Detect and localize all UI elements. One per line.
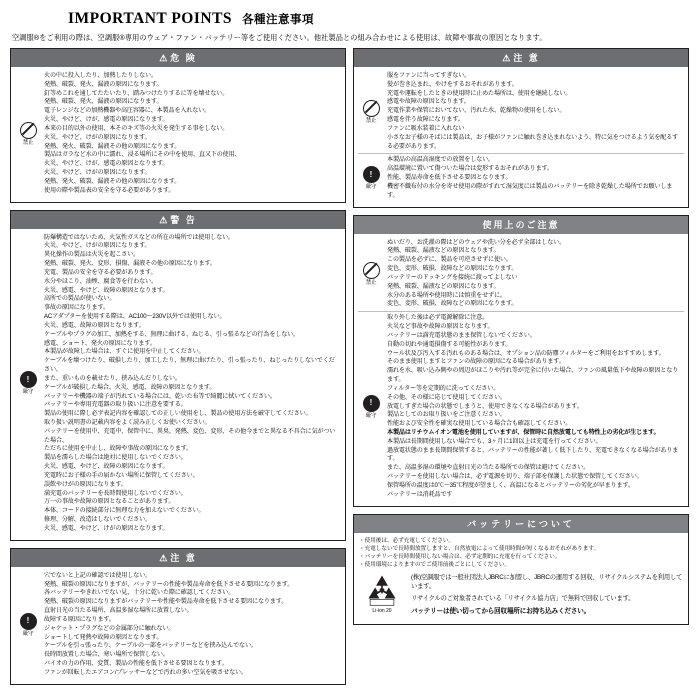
- warning-item: バッテリーや専用充電器の取り扱いに注意を要する。: [44, 401, 187, 409]
- usage-item: ぬいだり、お洗濯の際はどのウェアや洗い分を必ず全部はしない。: [387, 238, 566, 246]
- usage-item: 水分のある場所や使用時には慎重をせずに。: [387, 291, 506, 299]
- usage-item: そのまま使用しますとファンの故障の原因になる場合があります。: [387, 358, 565, 366]
- battery-note: ・使用環境によりますのでご使用前後ごとにしてください。: [359, 561, 511, 568]
- usage-item: 自動の切れや通電損傷する可能性があります。: [387, 340, 512, 348]
- usage-item: 取り外した後は必ず電源解除に注意。: [387, 314, 489, 322]
- caution-item: 感電を伴う故障になります。: [387, 116, 464, 124]
- warning-items: [41, 232, 341, 536]
- usage-item: 発熱、破裂、漏液などの原因になります。: [387, 282, 500, 290]
- warning-body: [11, 229, 345, 540]
- usage-items-1: [384, 237, 684, 312]
- warning-triangle-icon: ⚠: [159, 53, 168, 63]
- prohibition-mark: [15, 70, 41, 198]
- danger-item: 製品はガラなど水の中に濡れ、浸る場所にその中を使用、直又下の使用、: [44, 151, 241, 159]
- battery-bar-label: バッテリーについて: [467, 518, 575, 529]
- usage-item: 濡れを水、吸い込み側やの周辺がほこりや汚れ等が完全に付いた場合、ファンの風量低下や故障の原因となります。: [387, 367, 679, 384]
- usage-item: バッテリーのドッキングを接続に渡ってよしない: [387, 273, 518, 281]
- recycle-mark: [359, 573, 405, 614]
- mandatory-icon: !: [363, 166, 380, 183]
- warning-item: 誤飲やけがの原因になります。: [44, 480, 127, 488]
- right-caution-body: [354, 67, 688, 207]
- warning-item: ただちに使用を中止し、故障や事故の原因になります。: [44, 445, 193, 453]
- danger-body: [11, 67, 345, 202]
- mandatory-label: 厳守: [22, 630, 34, 637]
- caution-item: 充電作業や保管においてない、汚れた水、乾燥物の使用をしない。: [387, 107, 566, 115]
- warning-item: ケーブルやプラグの加工、加熱をする、無理に曲げる、ねじる、引っ張るなどの行為をしない。: [44, 330, 300, 338]
- warning-item: ケーブルが破損した場合、火災、感電、故障の原因となります。: [44, 383, 216, 391]
- warning-item: 異化操作の製品は火災を起こさい。: [44, 251, 140, 259]
- prohibition-mark: [358, 70, 384, 153]
- usage-items-2: [384, 312, 684, 501]
- warning-item: 取り扱い説明書の記載内容をよく読み正しくお使いください。: [44, 418, 211, 426]
- warning-bar: [11, 211, 345, 229]
- danger-item: 火の中に投入したり、加熱したりしない。: [44, 72, 157, 79]
- mandatory-icon: !: [20, 613, 37, 630]
- caution-item: 発熱、破裂の原因になりますがバッテリーや性能や製品寿命を低下させる要因になります。: [44, 598, 288, 606]
- warning-item: 火災、感電、やけど、故障の原因になります。: [44, 463, 169, 471]
- left-caution-body: [11, 567, 345, 684]
- warning-triangle-icon: ⚠: [159, 552, 168, 563]
- caution-item: ケーブルを引っ張ったり、ケーブルの一部をバッテリーなどを挟み込んでない。: [44, 642, 257, 650]
- mandatory-label: 厳守: [22, 389, 34, 396]
- warning-item: 水分やほこり、油煙、腐食等を行わない。: [44, 277, 157, 285]
- right-caution-items-1: [384, 70, 684, 153]
- warning-item: 火災、感電、やけど、故障の原因となります。: [44, 286, 169, 294]
- warning-item: 本製品が故障した場合は、すぐに使用を中止してください。: [44, 348, 205, 356]
- usage-item: また、高温多湿の環境や直射日光の当たる場所での保管は避けてください。: [387, 464, 590, 472]
- usage-item: バッテリーは消耗品です: [387, 490, 453, 498]
- danger-item: 発熱、破裂、発火、漏液の原因になります。: [44, 98, 163, 106]
- danger-bar-label: 危 険: [170, 53, 197, 63]
- usage-item: 火災など事故や故障の原因となります。: [387, 323, 494, 331]
- battery-paragraph: リサイクルのご対象者されている「リサイクル協力店」で無料で回収しています。: [411, 594, 635, 602]
- usage-item: フィルター等を定期的に洗ってください。: [387, 384, 500, 392]
- caution-item: バイオの力の作用、変質、製品の性能を低下させる要因となります。: [44, 660, 228, 668]
- mandatory-mark: [358, 154, 384, 202]
- prohibition-mark: [358, 237, 384, 312]
- left-caution-items: [41, 570, 341, 680]
- usage-item: この製品を必ずに、製品を可逆させずに使い。: [387, 256, 512, 264]
- danger-row: [15, 70, 341, 198]
- warning-triangle-icon: ⚠: [502, 53, 511, 63]
- warning-item: 満充電のバッテリーを長時間使用しないでください。: [44, 489, 187, 497]
- caution-item: 充電や運転をしたときの使用時に止めた場所は、使用を継続しない。: [387, 89, 572, 97]
- left-caution-bar-label: 注 意: [170, 552, 197, 563]
- danger-item: 発熱、発火、破裂、漏液その他の原因になります。: [44, 177, 181, 185]
- warning-triangle-icon: ⚠: [159, 214, 168, 225]
- usage-body: [354, 234, 688, 506]
- battery-text: [411, 573, 683, 619]
- right-caution-block: [353, 48, 689, 208]
- prohibition-label: 禁止: [365, 279, 377, 286]
- prohibition-icon: [363, 100, 380, 117]
- caution-item: 本製品の高温高湿度での放置をしない。: [387, 156, 494, 164]
- danger-item: 火災、やけど、けがの原因になります。: [44, 169, 151, 177]
- usage-item: 放電しすぎた場合の状態でしまうと、使用できなくなる場合があります。: [387, 402, 583, 410]
- caution-item: ショートして発熱や故障の原因となります。: [44, 633, 163, 641]
- right-caution-row-1: [358, 70, 684, 154]
- mandatory-mark: [358, 312, 384, 501]
- caution-item: 小さなお子様のそばには製品は、お子様がファンに触れ巻き込まれないよう、特に気をつけるよう気を配るする必要があります。: [387, 133, 679, 150]
- danger-item: 電子レンジなどの加熱機器や高圧容器に、本製品を入れない。: [44, 107, 211, 115]
- mandatory-label: 厳守: [365, 412, 377, 419]
- caution-item: 性能、製品寿命を低下させる要因となります。: [387, 174, 512, 182]
- warning-bar-label: 警 告: [170, 214, 197, 225]
- battery-note: ・使用後は、必ず充電してください。: [359, 537, 455, 544]
- warning-item: 防爆構造ではないため、火気性ガスなどの所在の場所では使用しない。: [44, 233, 234, 241]
- caution-item: 服をファンに当ってすぎない。: [387, 72, 471, 79]
- caution-item: 感電や故障の原因となります。: [387, 98, 470, 106]
- usage-item: 過放電状態のまま長期間保管すると、バッテリーの性能が著しく低下したり、充電できなくなる場合があります。: [387, 446, 679, 463]
- danger-item: 発熱、破裂、発火、漏液の原因になります。: [44, 80, 163, 88]
- warning-item: バッテリーや機器の端子が汚れている場合には、乾いた布等で綺麗に拭いてください。: [44, 392, 276, 400]
- usage-item: 本製品は長期間使用しない場合でも、3ヶ月に1回以上は充電を行ってください。: [387, 437, 602, 445]
- usage-item: 変色、変形、破損、故障などの原因になります。: [387, 265, 518, 273]
- danger-item: 火災、やけど、けが、感電の原因になります。: [44, 116, 169, 124]
- danger-bar: [11, 49, 345, 67]
- page-title-en: IMPORTANT POINTS: [68, 10, 233, 27]
- left-column: [10, 48, 346, 692]
- right-caution-row-2: [358, 154, 684, 202]
- warning-item: 火災、やけど、けがの原因になります。: [44, 242, 151, 250]
- prohibition-label: 禁止: [22, 139, 34, 146]
- warning-item: 発熱、破裂、発火、変形、損傷、漏液その他の原因になります。: [44, 260, 216, 268]
- prohibition-icon: [20, 122, 37, 139]
- caution-item: 故障する原因になります。: [44, 615, 115, 623]
- caution-item: 発熱、破裂の原因になりますが、バッテリーの性能や製品寿命を低下させる要因になります。: [44, 580, 294, 588]
- warning-item: 修理、分解、改造はしないでください。: [44, 516, 151, 524]
- usage-item: 発熱、破裂、漏液などの原因となります。: [387, 247, 500, 255]
- usage-item: 保管場所の温度は0℃〜35℃程度が望ましく、高温になるとバッテリーの劣化が早まります。: [387, 481, 634, 489]
- warning-item: 事故の原因になります。: [44, 304, 109, 312]
- danger-item: 火災、やけど、けがの原因になります。: [44, 133, 151, 141]
- caution-item: 長時間放置した場合、寒い場所で保管しない。: [44, 651, 169, 659]
- caution-item: ジャケット・プラグなどの金属部分に触れない。: [44, 624, 175, 632]
- left-caution-bar: [11, 549, 345, 567]
- danger-item: 火災、やけど、けが、感電の原因となります。: [44, 160, 169, 168]
- usage-item: バッテリーを使用しない場合は、必ず電源を切り、端子部を保護した状態で保管してください。: [387, 473, 643, 481]
- caution-item: 穴でないと上記の確認では使用しない。: [44, 571, 151, 579]
- caution-item: 高温環境に置いて傷ついた場合は変形するおそれがあります。: [387, 165, 553, 173]
- warning-item: 万一の事故や故障の原因となることがあります。: [44, 498, 175, 506]
- left-caution-row: [15, 570, 341, 680]
- warning-item: バッテリーを使用中、充電中、保管中に、異臭、発熱、変色、変形、その他今までと異なる不具合に気がついた場合、: [44, 427, 336, 444]
- warning-item: 充電時にお子様の手の届かない場所に保管してください。: [44, 471, 199, 479]
- caution-item: 髪が巻き込まれ、やけをするおそれがあります。: [387, 80, 518, 88]
- prohibition-label: 禁止: [365, 117, 377, 124]
- warning-item: 充電、製品の安全を守る必要があります。: [44, 268, 157, 276]
- mandatory-icon: !: [20, 371, 37, 388]
- prohibition-icon: [363, 262, 380, 279]
- battery-note: ・バッテリーを長時間使用しない場合は、必ず定期的に充電を行ってください。: [359, 553, 561, 560]
- usage-item: バッテリーは満充電状態のまま保管しないでください。: [387, 331, 536, 339]
- right-caution-bar-label: 注 意: [513, 53, 540, 63]
- battery-block: [353, 514, 689, 626]
- two-column-layout: [10, 48, 690, 692]
- mandatory-label: 厳守: [365, 184, 377, 191]
- warning-item: また、重いものを載せたり、挟み込んだりしない。: [44, 374, 181, 382]
- warning-item: ACアダプターを使用する際は、AC100〜230V以外では使用しない。: [44, 313, 226, 321]
- usage-block: [353, 215, 689, 507]
- recycle-label: Li-ion 20: [372, 608, 392, 615]
- caution-item: 機密不織布付の水分を寄せ使用の際がすれて湿気度には製品のバッテリーを除き乾燥した場所でお願いします。: [387, 182, 673, 199]
- warning-row: [15, 232, 341, 536]
- usage-item: 変色、変形、破損、故障などの原因になります。: [387, 300, 518, 308]
- caution-item: ファンに吸水装着に入れない: [387, 124, 465, 132]
- usage-item: 性能および安全性を確実な使用している場合合も確認してください。: [387, 420, 572, 428]
- usage-item: 製品としてのお取り扱いをご注意ください。: [387, 411, 506, 419]
- usage-item: その他、その様に応じて使用してください。: [387, 393, 506, 401]
- usage-item: ウール状及び汚入する汚れものある場合は、オプション品の防塵フィルターをご利用をおすすめします。: [387, 349, 665, 357]
- battery-note: ・充電しないで長時間放置しますと、自然放電によって使用時間が短くなるおそれがあります。: [359, 545, 600, 552]
- warning-item: 感電、ショート、発火の原因になります。: [44, 339, 156, 347]
- warning-item: 火災、感電、故障の原因となります。: [44, 321, 145, 329]
- usage-row-1: [358, 237, 684, 313]
- danger-block: [10, 48, 346, 203]
- battery-paragraph: バッテリーは使い切ってから回収場所にお持ち込みください。: [411, 608, 591, 616]
- mandatory-mark: [15, 232, 41, 536]
- mandatory-icon: !: [363, 395, 380, 412]
- warning-item: 製品の使用に際し必ず表記内容を確認しての正しい使用をし、製品の使用方法を厳守してください。: [44, 410, 312, 418]
- danger-items: [41, 70, 341, 198]
- caution-item: 各バッテリーやきれいでない見、十分に乾いた際に確認してください。: [44, 589, 235, 597]
- mandatory-mark: [15, 570, 41, 680]
- page-header: [10, 10, 690, 28]
- caution-item: ファンが回転したエアコン/プレッサーなどで汚れの多い空気を吸させない。: [44, 668, 247, 676]
- warning-item: 火災、感電、やけど、けがの原因となります。: [44, 524, 169, 532]
- usage-item: 本製品はリチウムイオン電池を使用していますが、保管時に自然放電しても特性上の劣化が生じます。: [387, 428, 660, 436]
- warning-block: [10, 210, 346, 541]
- usage-bar-label: 使用上のご注意: [482, 219, 560, 230]
- right-caution-bar: [354, 49, 688, 67]
- danger-item: 使用の際や製品表の安全を守る必要があります。: [44, 186, 175, 194]
- page-title-jp: 各種注意事項: [242, 14, 315, 26]
- right-column: [353, 48, 689, 632]
- danger-item: 釘等めこれを通してたたいたり、踏みつけたりするに等を壊せない。: [44, 89, 229, 97]
- left-caution-block: [10, 548, 346, 685]
- caution-item: 直射日光の当たる場所、高温多湿な場所に放置しない。: [44, 607, 193, 615]
- warning-item: 高所での製品が使いない。: [44, 295, 116, 303]
- usage-row-2: [358, 312, 684, 501]
- warning-item: 製品を濡らした場合は絶対に使用しないでください。: [44, 454, 187, 462]
- battery-main: [354, 571, 688, 624]
- danger-item: 本来の目的以外の使用、本そのキズ等の火災を発生する事をしない。: [44, 124, 229, 132]
- page-lead-text: 空調服®をご利用の際は、空調服®専用のウェア・ファン・バッテリー等をご使用ください。他社製品との組み合わせによる使用は、故障や事故の原因となります。: [12, 33, 547, 42]
- recycle-icon: [365, 573, 399, 607]
- warning-item: ケーブルを壊つけたり、破損したり、加工したり、無理に曲げたり、引っ張ったり、ねじったりしないでください。: [44, 357, 335, 374]
- right-caution-items-2: [384, 154, 684, 202]
- battery-paragraph: (株)空調服では一般社団法人JBRCに加盟し、JBRCの運用する回収、リサイクルシステムを利用しています。: [411, 574, 683, 591]
- battery-bar: [354, 515, 688, 533]
- battery-notes: [354, 533, 688, 571]
- usage-bar: [354, 216, 688, 234]
- danger-item: 発熱、発火、破裂、漏液その他の原因になります。: [44, 142, 181, 150]
- warning-item: 本体、コードの接続部分に無理な力を加えないでください。: [44, 507, 205, 515]
